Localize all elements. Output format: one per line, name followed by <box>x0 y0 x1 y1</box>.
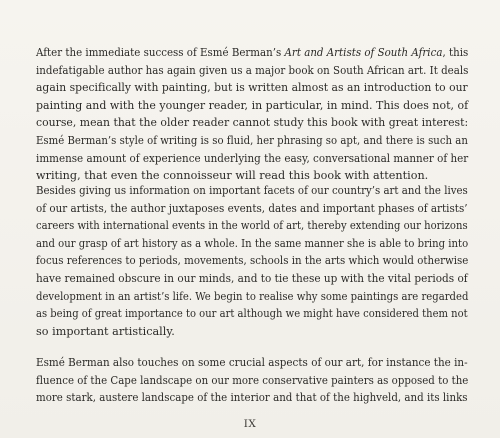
paragraph-2 <box>36 182 468 340</box>
text-line: Esmé Berman’s style of writing is so fluid, her phrasing so apt, and there is such an <box>36 133 468 147</box>
text-line: Besides giving us information on important facets of our country’s art and the lives <box>36 184 468 197</box>
paragraph-1 <box>36 44 468 185</box>
text-line: more stark, austere landscape of the interior and that of the highveld, and its links <box>36 391 468 405</box>
text-line: and our grasp of art history as a whole. In the same manner she is able to bring into <box>36 236 469 250</box>
text-line: indefatigable author has again given us a major book on South African art. It deals <box>36 63 469 77</box>
text-line: as being of great importance to our art although we might have considered them not <box>36 307 468 321</box>
page-number: IX <box>243 418 257 430</box>
text-line: fluence of the Cape landscape on our more conservative painters as opposed to the <box>36 373 469 387</box>
text-line: course, mean that the older reader cannot study this book with great interest: <box>36 116 469 130</box>
text-line: After the immediate success of Esmé Berman’s Art and Artists of South Africa, this <box>36 46 469 59</box>
text-line: of our artists, the author juxtaposes events, dates and important phases of artists’ <box>36 201 468 215</box>
text-line: painting and with the younger reader, in particular, in mind. This does not, of <box>36 98 469 112</box>
text-line: so important artistically. <box>36 324 175 338</box>
text-line: immense amount of experience underlying the easy, conversational manner of her <box>36 151 469 165</box>
text-line: have remained obscure in our minds, and to tie these up with the vital periods of <box>36 271 468 285</box>
text-line: writing, that even the connoisseur will read this book with attention. <box>36 169 429 183</box>
text-line: focus references to periods, movements, schools in the arts which would otherwise <box>36 254 469 268</box>
book-title-italic: Art and Artists of South Africa <box>284 46 443 59</box>
text-line: Esmé Berman also touches on some crucial aspects of our art, for instance the in- <box>36 356 468 369</box>
text-line: again specifically with painting, but is written almost as an introduction to our <box>36 81 468 95</box>
text-line: development in an artist’s life. We begin to realise why some paintings are regarded <box>36 289 469 303</box>
paragraph-3 <box>36 354 468 407</box>
text-line: careers with international events in the world of art, thereby extending our horizons <box>36 219 468 233</box>
